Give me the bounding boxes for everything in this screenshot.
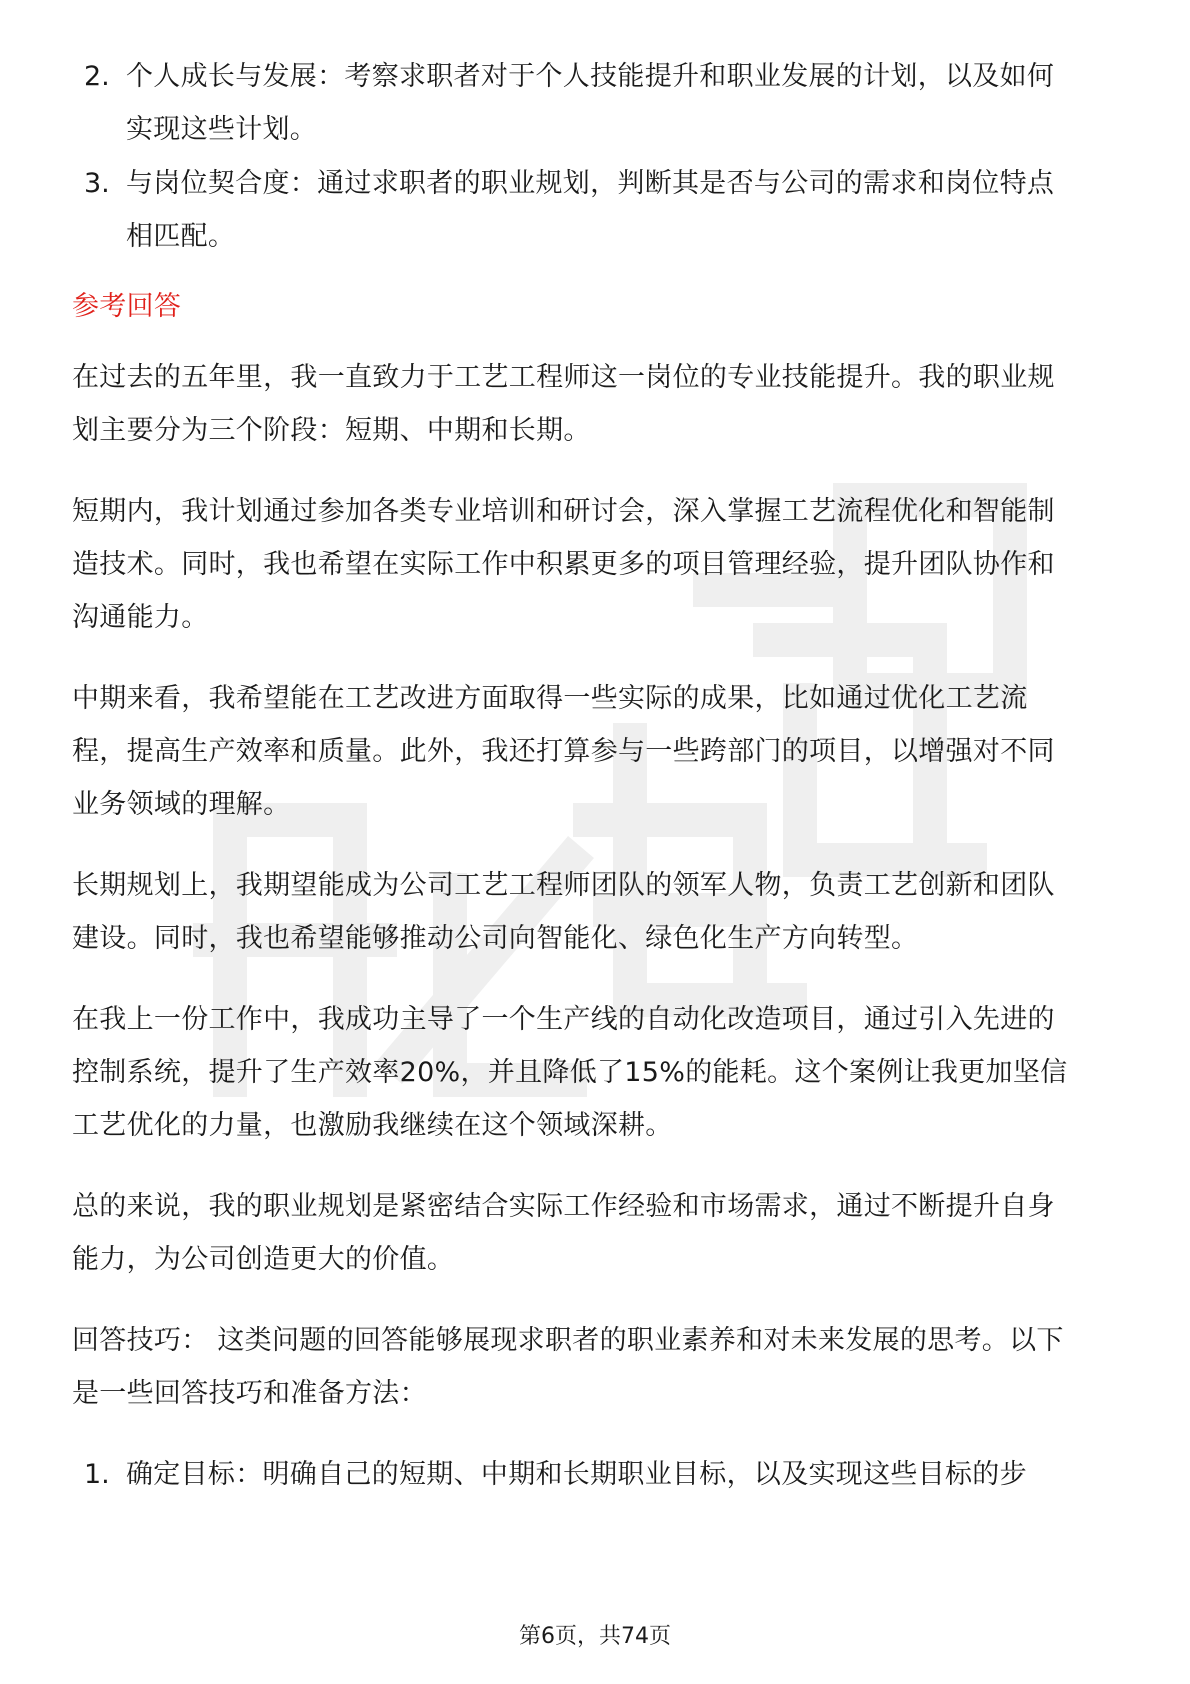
paragraph-line: 是一些回答技巧和准备方法： — [72, 1378, 427, 1409]
paragraph-line: 控制系统，提升了生产效率20%，并且降低了15%的能耗。这个案例让我更加坚信 — [72, 1057, 1068, 1088]
paragraph-line: 业务领域的理解。 — [72, 789, 291, 820]
paragraph-line: 工艺优化的力量，也激励我继续在这个领域深耕。 — [72, 1110, 673, 1141]
list-item-number: 3. — [84, 168, 110, 199]
list-item-number: 2. — [84, 61, 110, 92]
reference-answer-heading: 参考回答 — [72, 291, 182, 322]
list-item-number: 1. — [84, 1459, 110, 1490]
paragraph-line: 中期来看，我希望能在工艺改进方面取得一些实际的成果，比如通过优化工艺流 — [72, 683, 1028, 714]
page-number-footer: 第6页，共74页 — [519, 1624, 671, 1649]
paragraph-line: 程，提高生产效率和质量。此外，我还打算参与一些跨部门的项目，以增强对不同 — [72, 736, 1055, 767]
list-item-text: 实现这些计划。 — [126, 114, 318, 145]
paragraph-line: 沟通能力。 — [72, 602, 209, 633]
paragraph-line: 建设。同时，我也希望能够推动公司向智能化、绿色化生产方向转型。 — [72, 923, 919, 954]
paragraph-line: 短期内，我计划通过参加各类专业培训和研讨会，深入掌握工艺流程优化和智能制 — [72, 496, 1055, 527]
list-item-text: 个人成长与发展：考察求职者对于个人技能提升和职业发展的计划，以及如何 — [126, 61, 1055, 92]
list-item-text: 确定目标：明确自己的短期、中期和长期职业目标，以及实现这些目标的步 — [126, 1459, 1027, 1490]
paragraph-line: 能力，为公司创造更大的价值。 — [72, 1244, 455, 1275]
paragraph-line: 造技术。同时，我也希望在实际工作中积累更多的项目管理经验，提升团队协作和 — [72, 549, 1055, 580]
list-item-text: 相匹配。 — [126, 221, 236, 252]
paragraph-line: 划主要分为三个阶段：短期、中期和长期。 — [72, 415, 591, 446]
list-item-text: 与岗位契合度：通过求职者的职业规划，判断其是否与公司的需求和岗位特点 — [126, 168, 1055, 199]
paragraph-line: 在过去的五年里，我一直致力于工艺工程师这一岗位的专业技能提升。我的职业规 — [72, 362, 1055, 393]
paragraph-line: 在我上一份工作中，我成功主导了一个生产线的自动化改造项目，通过引入先进的 — [72, 1004, 1055, 1035]
paragraph-line: 长期规划上，我期望能成为公司工艺工程师团队的领军人物，负责工艺创新和团队 — [72, 870, 1055, 901]
paragraph-line: 总的来说，我的职业规划是紧密结合实际工作经验和市场需求，通过不断提升自身 — [72, 1191, 1055, 1222]
paragraph-line: 回答技巧： 这类问题的回答能够展现求职者的职业素养和对未来发展的思考。以下 — [72, 1325, 1064, 1356]
